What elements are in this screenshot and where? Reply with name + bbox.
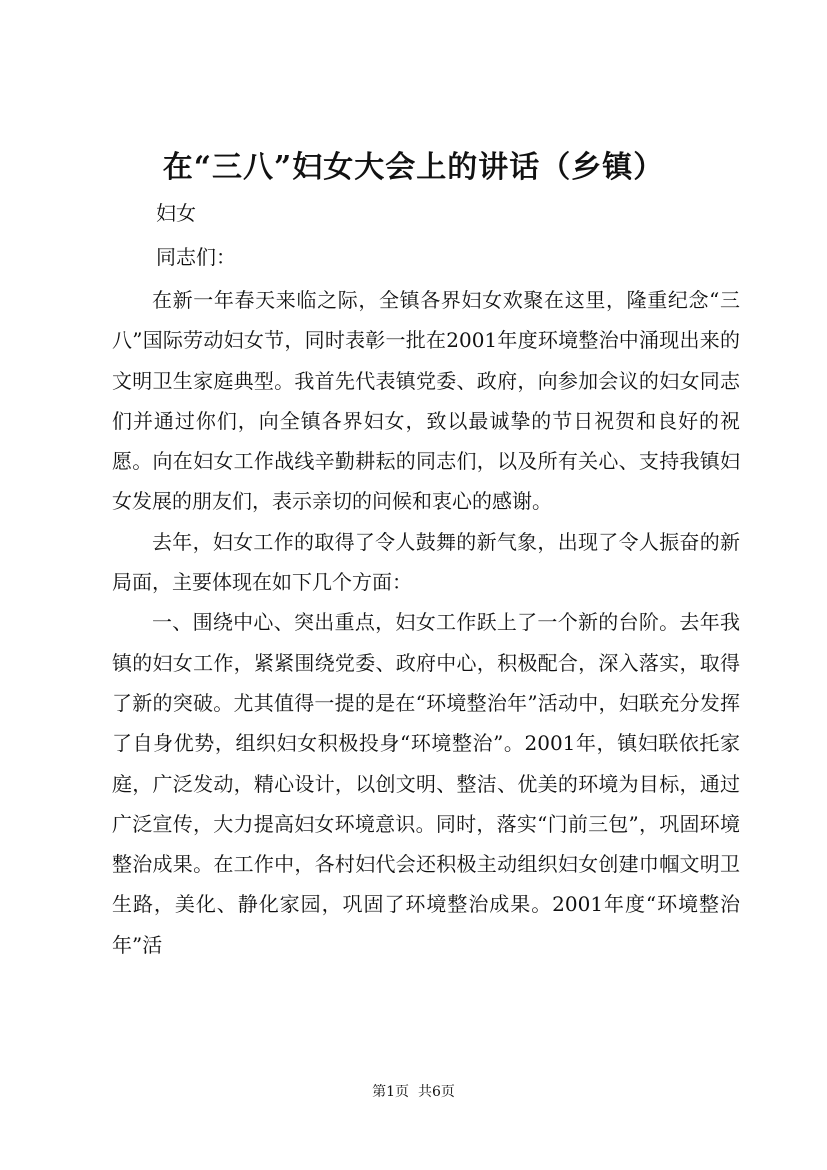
paragraph-3: 一、围绕中心、突出重点，妇女工作跃上了一个新的台阶。去年我镇的妇女工作，紧紧围绕党委、政府中心，积极配合，深入落实，取得了新的突破。尤其值得一提的是在“环境整治年”活动中，妇联充分发挥了自身优势，组织妇女积极投身“环境整治”。2001年，镇妇联依托家庭，广泛发动，精心设计，以创文明、整洁、优美的环境为目标，通过广泛宣传，大力提高妇女环境意识。同时，落实“门前三包”，巩固环境整治成果。在工作中，各村妇代会还积极主动组织妇女创建巾帼文明卫生路，美化、静化家园，巩固了环境整治成果。2001年度“环境整治年”活 [112,610,740,957]
footer-page-prefix: 第 [372,1084,387,1100]
paragraph-1: 在新一年春天来临之际，全镇各界妇女欢聚在这里，隆重纪念“三八”国际劳动妇女节，同时表彰一批在2001年度环境整治中涌现出来的文明卫生家庭典型。我首先代表镇党委、政府，向参加会议的妇女同志们并通过你们，向全镇各界妇女，致以最诚挚的节日祝贺和良好的祝愿。向在妇女工作战线辛勤耕耘的同志们，以及所有关心、支持我镇妇女发展的朋友们，表示亲切的问候和衷心的感谢。 [112,288,740,514]
footer-page-number: 1 [386,1084,396,1100]
paragraph-2: 去年，妇女工作的取得了令人鼓舞的新气象，出现了令人振奋的新局面，主要体现在如下几个方面： [112,529,740,595]
footer-total-pages: 6 [431,1084,441,1100]
document-title: 在“三八”妇女大会上的讲话（乡镇） [162,150,665,185]
footer-page-suffix: 页 共 [395,1084,432,1100]
salutation: 同志们： [156,245,236,269]
page-footer [0,1082,827,1102]
document-subtitle: 妇女 [156,201,196,225]
footer-total-suffix: 页 [440,1084,455,1100]
document-body [112,280,740,965]
